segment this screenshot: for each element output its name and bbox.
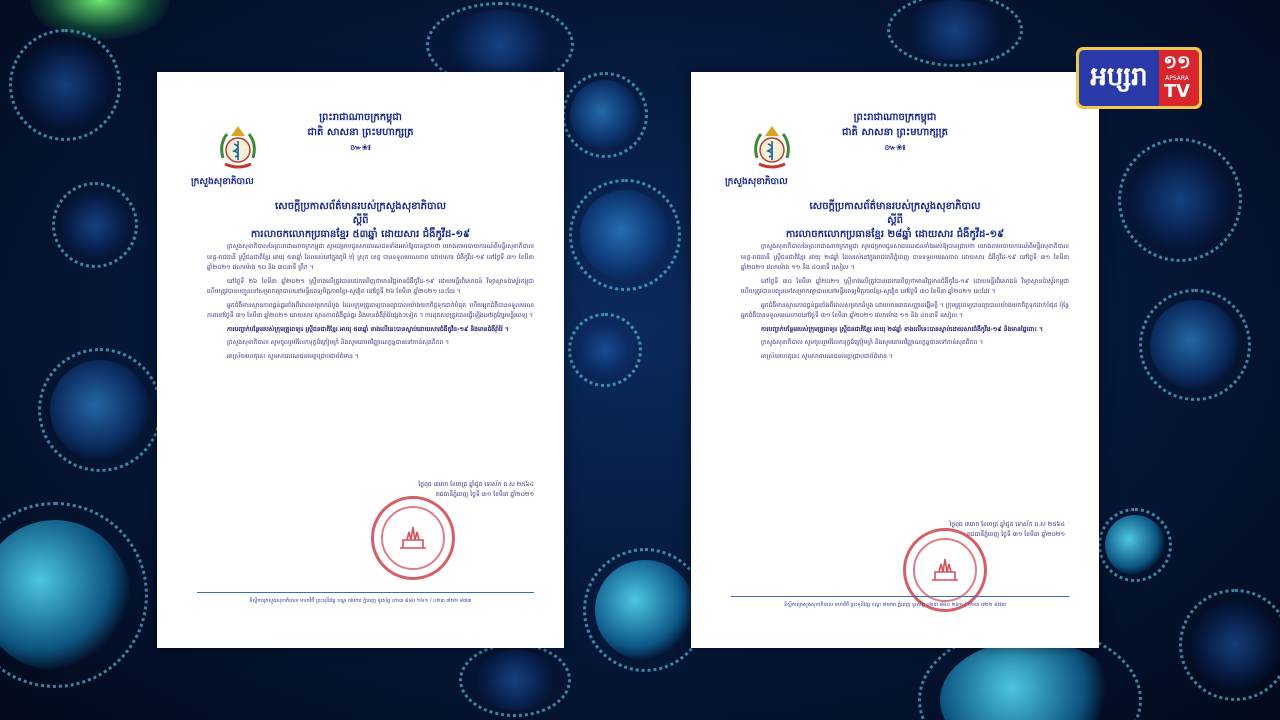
logo-apsara-label: APSARA bbox=[1165, 75, 1189, 82]
ministry-name: ក្រសួងសុខាភិបាល bbox=[725, 177, 788, 187]
virus-particle bbox=[580, 190, 670, 280]
title-line-1: សេចក្តីប្រកាសព័ត៌មានរបស់ក្រសួងសុខាភិបាល bbox=[809, 201, 981, 212]
body-paragraph: អ្នកជំងឺមានស្ថានភាពធ្ងន់ធ្ងរតាំងពីពេលសម្រាកដំបូង ដោយមានរោគសញ្ញាដង្ហើមខ្លី ។ ក្រុមគ្រូពេទ្យបានព្យាបាលយ៉ាងយកចិត្តទុកដាក់បំផុត ប៉ុន្តែអ្នកជំងឺបានទទួលមរណភាពនៅថ្ងៃទី ៣១ ខែមីនា ឆ្នាំ២០២១ វេលាម៉ោង ១១ និង ៤០នាទី រសៀល ។ bbox=[741, 301, 1069, 319]
footer-divider bbox=[197, 592, 534, 593]
virus-particle bbox=[440, 10, 560, 80]
solar-date: រាជធានីភ្នំពេញ ថ្ងៃទី ៣១ ខែមីនា ឆ្នាំ២០២១ bbox=[966, 531, 1065, 538]
body-paragraph: នៅថ្ងៃទី ៣០ ខែមីនា ឆ្នាំ២០២១ ស្ត្រីខាងលើត្រូវបានគេរកឃើញថាមានវិជ្ជមានជំងឺកូវីដ-១៩ ដោយមន្ទីរពិសោធន៍ វិទ្យាស្ថានប៉ាស្ទ័រកម្ពុជា ហើយត្រូវបានបញ្ជូនទៅសម្រាកព្យាបាលនៅមន្ទីរពេទ្យមិត្តភាពខ្មែរ-សូវៀត នៅថ្ងៃទី ៣០ ខែមីនា ឆ្នាំ២០២១ នេះដែរ ។ bbox=[741, 277, 1069, 295]
virus-particle bbox=[20, 40, 110, 130]
body-paragraph: អាស្រ័យហេតុនេះ សូមសាធារណជនមេត្តាជ្រាបជាព័ត៌មាន ។ bbox=[761, 352, 893, 360]
virus-particle bbox=[570, 80, 640, 150]
logo-panel bbox=[1079, 50, 1199, 106]
body-paragraph: ការបញ្ជាក់បន្ថែមរបស់ក្រុមគ្រូពេទ្យ៖ ស្ត្រីជនជាតិខ្មែរ អាយុ ៥៣ឆ្នាំ ខាងលើនេះបានស្លាប់ដោយសារជំងឺកូវីដ-១៩ និងមានជំងឺរ៉ាំរ៉ៃ ។ bbox=[227, 325, 509, 333]
signature-date bbox=[418, 480, 534, 500]
footer-address: ទីស្តីការក្រសួងសុខាភិបាល មហាវិថី ព្រះមុនីវង្ស ខណ្ឌ ៧មករា ភ្នំពេញ ទូរស័ព្ទ ០២៣ ៨៨០ ២៦១ / ០២៣ ៧២២ ៨៧៣ bbox=[784, 602, 1006, 608]
kingdom-name: ព្រះរាជាណាចក្រកម្ពុជា bbox=[319, 112, 402, 123]
virus-particle bbox=[470, 650, 560, 710]
logo-channel-number: ១១ bbox=[1163, 52, 1191, 73]
body-paragraph: នៅថ្ងៃទី ២៦ ខែមីនា ឆ្នាំ២០២១ ស្ត្រីខាងលើត្រូវបានគេរកឃើញថាមានវិជ្ជមានជំងឺកូវីដ-១៩ ដោយមន្ទីរពិសោធន៍ វិទ្យាស្ថានប៉ាស្ទ័រកម្ពុជា ហើយត្រូវបានបញ្ជូនទៅសម្រាកព្យាបាលនៅមន្ទីរពេទ្យមិត្តភាពខ្មែរ-សូវៀត នៅថ្ងៃទី ២៦ ខែមីនា ឆ្នាំ២០២១ នេះដែរ ។ bbox=[207, 277, 534, 295]
lunar-date: ថ្ងៃពុធ ៣រោច ខែចេត្រ ឆ្នាំជូត ទោស័ក ព.ស ២៥៦៤ bbox=[949, 521, 1065, 528]
document-body bbox=[741, 242, 1069, 365]
title-line-2: ស្តីពី bbox=[887, 215, 903, 226]
kingdom-name: ព្រះរាជាណាចក្រកម្ពុជា bbox=[853, 112, 937, 123]
solar-date: រាជធានីភ្នំពេញ ថ្ងៃទី ៣១ ខែមីនា ឆ្នាំ២០២១ bbox=[435, 491, 534, 498]
title-line-3: ការលាចកលោកប្រធានខ្មែរ ៥៣ឆ្នាំ ដោយសារ ជំងឺកូវីដ-១៩ bbox=[250, 229, 471, 240]
footer-divider bbox=[731, 596, 1069, 597]
virus-particle bbox=[900, 0, 1010, 60]
virus-particle bbox=[0, 520, 130, 670]
kingdom-header bbox=[157, 110, 564, 155]
document-title bbox=[691, 200, 1099, 242]
lunar-date: ថ្ងៃពុធ ៣រោច ខែចេត្រ ឆ្នាំជូត ទោស័ក ព.ស ២៥៦៤ bbox=[418, 481, 534, 488]
apsara-tv-logo bbox=[1076, 47, 1202, 109]
body-paragraph: ក្រសួងសុខាភិបាល សូមចូលរួមរំលែកទុក្ខដ៏ក្រៀមក្រំ និងសូមគោរពវិញ្ញាណក្ខន្ធបានទៅកាន់សុគតិភព ។ bbox=[227, 339, 450, 346]
official-seal-stamp bbox=[371, 496, 455, 580]
footer-address: ទីស្តីការក្រសួងសុខាភិបាល មហាវិថី ព្រះមុនីវង្ស ខណ្ឌ ៧មករា ភ្នំពេញ ទូរស័ព្ទ ០២៣ ៨៨០ ២៦១ / ០២៣ ៧២២ ៨៧៣ bbox=[249, 598, 472, 604]
title-line-1: សេចក្តីប្រកាសព័ត៌មានរបស់ក្រសួងសុខាភិបាល bbox=[275, 201, 446, 212]
virus-particle bbox=[50, 360, 150, 460]
title-line-2: ស្តីពី bbox=[352, 215, 369, 226]
virus-particle bbox=[1150, 300, 1240, 390]
virus-particle bbox=[1190, 600, 1280, 690]
virus-particle bbox=[595, 560, 695, 660]
body-paragraph: ការបញ្ជាក់បន្ថែមរបស់ក្រុមគ្រូពេទ្យ៖ ស្ត្រីជនជាតិខ្មែរ អាយុ ២៨ឆ្នាំ ខាងលើនេះបានស្លាប់ដោយសារជំងឺកូវីដ-១៩ និងមានផ្ទៃពោះ ។ bbox=[761, 325, 1043, 333]
body-paragraph: ក្រសួងសុខាភិបាលនៃព្រះរាជាណាចក្រកម្ពុជា សូមជម្រាបជូនសាធារណជនទាំងអស់ឱ្យបានជ្រាបថា យោងតាមរបាយការណ៍ពីមន្ទីរសុខាភិបាលខេត្ត-រាជធានី ស្ត្រីជនជាតិខ្មែរ អាយុ ៥៣ឆ្នាំ ដែលរស់នៅក្នុងភូមិ ឃុំ ស្រុក ខេត្ត បានទទួលមរណភាព ដោយសារ ជំងឺកូវីដ-១៩ នៅថ្ងៃទី ៣១ ខែមីនា ឆ្នាំ២០២១ វេលាម៉ោង ១០ និង ៣០នាទី ព្រឹក ។ bbox=[207, 243, 534, 271]
kingdom-header bbox=[691, 110, 1099, 155]
virus-particle bbox=[60, 190, 130, 260]
press-release-document-left bbox=[157, 72, 564, 648]
body-paragraph: អ្នកជំងឺមានស្ថានភាពធ្ងន់ធ្ងរតាំងពីពេលសម្រាកដំបូង ដែលក្រុមគ្រូពេទ្យបានព្យាបាលយ៉ាងយកចិត្តទុកដាក់បំផុត ហើយអ្នកជំងឺបានទទួលមរណភាពនៅថ្ងៃទី ៣១ ខែមីនា ឆ្នាំ២០២១ ដោយសារ ស្ថានភាពជំងឺធ្ងន់ធ្ងរ និងមានជំងឺរ៉ាំរ៉ៃផ្សេងៗទៀត ។ ការដុតសពត្រូវបានធ្វើឡើងនៅវត្តក្បែរមន្ទីរពេទ្យ ។ bbox=[207, 301, 534, 319]
press-release-document-right bbox=[691, 72, 1099, 648]
ornament-divider: ៚❀៛ bbox=[350, 143, 371, 152]
logo-tv-label: TV bbox=[1163, 81, 1191, 102]
angkor-temple-icon bbox=[398, 524, 428, 550]
virus-particle bbox=[575, 320, 635, 380]
virus-particle bbox=[1130, 150, 1230, 250]
body-paragraph: អាស្រ័យហេតុនេះ សូមសាធារណជនមេត្តាជ្រាបជាព័ត៌មាន ។ bbox=[227, 352, 359, 360]
virus-particle bbox=[1105, 515, 1165, 575]
national-motto: ជាតិ សាសនា ព្រះមហាក្សត្រ bbox=[842, 127, 948, 138]
document-title bbox=[157, 200, 564, 242]
document-body bbox=[207, 242, 534, 365]
body-paragraph: ក្រសួងសុខាភិបាល សូមចូលរួមរំលែកទុក្ខដ៏ក្រៀមក្រំ និងសូមគោរពវិញ្ញាណក្ខន្ធបានទៅកាន់សុគតិភព ។ bbox=[761, 339, 984, 346]
ornament-divider: ៚❀៛ bbox=[884, 143, 906, 152]
virus-particle bbox=[940, 640, 1120, 720]
body-paragraph: ក្រសួងសុខាភិបាលនៃព្រះរាជាណាចក្រកម្ពុជា សូមជម្រាបជូនសាធារណជនទាំងអស់ឱ្យបានជ្រាបថា យោងតាមរបាយការណ៍ពីមន្ទីរសុខាភិបាលខេត្ត-រាជធានី ស្ត្រីជនជាតិខ្មែរ អាយុ ២៨ឆ្នាំ ដែលរស់នៅក្នុងរាជធានីភ្នំពេញ បានទទួលមរណភាព ដោយសារ ជំងឺកូវីដ-១៩ នៅថ្ងៃទី ៣១ ខែមីនា ឆ្នាំ២០២១ វេលាម៉ោង ១១ និង ៤០នាទី រសៀល ។ bbox=[741, 243, 1069, 271]
national-motto: ជាតិ សាសនា ព្រះមហាក្សត្រ bbox=[307, 127, 414, 138]
angkor-temple-icon bbox=[930, 556, 960, 582]
official-seal-stamp bbox=[903, 528, 987, 612]
title-line-3: ការលាចកលោកប្រធានខ្មែរ ២៨ឆ្នាំ ដោយសារ ជំងឺកូវីដ-១៩ bbox=[785, 229, 1005, 240]
ministry-name: ក្រសួងសុខាភិបាល bbox=[191, 177, 254, 187]
logo-brand-text: អប្សរា bbox=[1090, 62, 1148, 92]
